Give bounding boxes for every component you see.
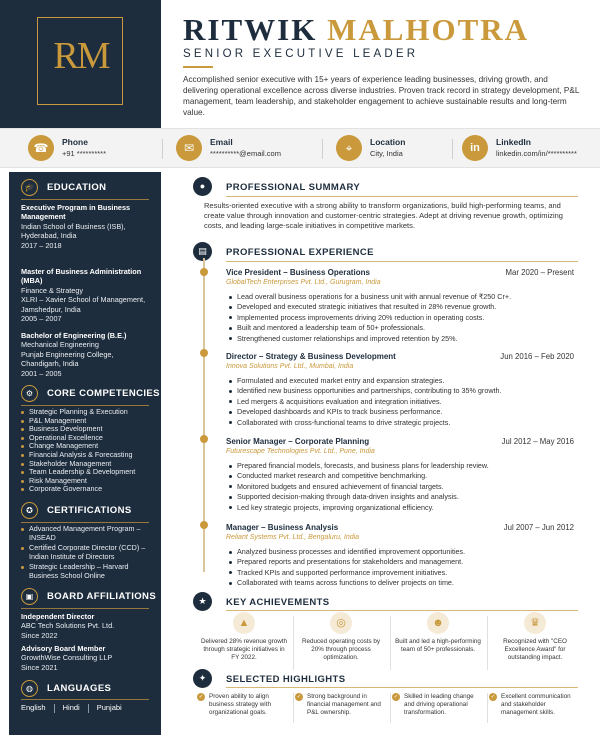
- job-company: Innova Solutions Pvt. Ltd., Mumbai, India: [226, 363, 354, 370]
- list-item: Risk Management: [21, 477, 156, 486]
- school: Punjab Engineering College, Chandigarh, India: [21, 349, 114, 369]
- team-icon: ☻: [427, 612, 449, 634]
- job-bullets: [226, 292, 576, 344]
- list-item: P&L Management: [21, 417, 156, 426]
- resume-header: [0, 0, 600, 128]
- list-item: Prepared financial models, forecasts, and business plans for leadership review.: [226, 461, 576, 471]
- contact-label: Phone: [62, 137, 88, 147]
- first-name: RITWIK: [183, 12, 318, 47]
- summary-heading: [193, 177, 578, 197]
- job-title: SENIOR EXECUTIVE LEADER: [183, 48, 419, 60]
- list-item: Certified Corporate Director (CCD) – Indian Institute of Directors: [21, 544, 156, 561]
- contact-email: [176, 135, 316, 163]
- language-item: Punjabi: [96, 703, 122, 712]
- job-bullets: [226, 547, 576, 589]
- achievement-divider: [390, 616, 391, 670]
- job-role: Senior Manager – Corporate Planning: [226, 437, 370, 446]
- job-company: Futurescape Technologies Pvt. Ltd., Pune, India: [226, 448, 375, 455]
- job-bullets: [226, 376, 576, 428]
- list-item: Analyzed business processes and identified improvement opportunities.: [226, 547, 576, 557]
- contact-bar: [0, 128, 600, 168]
- field: Finance & Strategy: [21, 285, 84, 295]
- phone-icon: ☎: [28, 135, 54, 161]
- list-item: Supported decision-making through data-driven insights and analysis.: [226, 492, 576, 502]
- job-company: GlobalTech Enterprises Pvt. Ltd., Gurugram, India: [226, 279, 381, 286]
- list-item: Strengthened customer relationships and improved retention by 25%.: [226, 334, 576, 344]
- field: Mechanical Engineering: [21, 340, 99, 350]
- certificate-icon: ✪: [21, 502, 38, 519]
- language-item: English: [21, 703, 46, 712]
- list-item: Strategic Planning & Execution: [21, 408, 156, 417]
- section-title: CERTIFICATIONS: [47, 505, 132, 516]
- list-item: Change Management: [21, 442, 156, 451]
- section-title: EDUCATION: [47, 182, 107, 193]
- section-divider: [21, 699, 149, 700]
- timeline-dot: [200, 349, 208, 357]
- highlight-item: [197, 693, 289, 718]
- person-icon: ●: [193, 177, 212, 196]
- achievement-text: Recognized with "CEO Excellence Award" for outstanding impact.: [503, 638, 567, 662]
- contact-value: City, India: [370, 149, 403, 158]
- list-item: Operational Excellence: [21, 434, 156, 443]
- section-title: KEY ACHIEVEMENTS: [226, 597, 330, 608]
- check-icon: ✓: [393, 694, 399, 700]
- achievement-divider: [293, 616, 294, 670]
- job-role: Manager – Business Analysis: [226, 523, 339, 532]
- job-dates: Mar 2020 – Present: [505, 268, 574, 277]
- education-item: [21, 267, 153, 323]
- achievement-text: Reduced operating costs by 20% through process optimization.: [301, 638, 381, 662]
- language-divider: [88, 704, 89, 713]
- graduation-cap-icon: 🎓: [21, 179, 38, 196]
- briefcase-icon: ▤: [193, 242, 212, 261]
- affiliation-item: [21, 612, 153, 640]
- timeline-dot: [200, 435, 208, 443]
- affiliation-role: Advisory Board Member: [21, 644, 106, 653]
- bulb-icon: ✦: [193, 669, 212, 688]
- affiliation-org: ABC Tech Solutions Pvt. Ltd.: [21, 621, 115, 631]
- languages-list: [21, 703, 151, 713]
- monogram-logo: [37, 17, 123, 105]
- job-role: Vice President – Business Operations: [226, 268, 370, 277]
- achievements-heading: [193, 592, 578, 612]
- contact-value: **********@email.com: [210, 149, 281, 158]
- check-icon: ✓: [490, 694, 496, 700]
- highlight-text: Proven ability to align business strategy with organizational goals.: [209, 693, 271, 717]
- list-item: Identified new business opportunities and partnerships, contributing to 35% growth.: [226, 386, 576, 396]
- monogram-text: RM: [53, 35, 109, 77]
- certifications-list: [21, 525, 156, 583]
- education-item: [21, 331, 153, 378]
- section-divider: [226, 261, 578, 262]
- list-item: Strategic Leadership – Harvard Business School Online: [21, 563, 156, 580]
- candidate-name: [183, 12, 529, 48]
- language-item: Hindi: [62, 703, 80, 712]
- section-divider: [226, 196, 578, 197]
- highlight-item: [392, 693, 484, 718]
- competencies-heading: [21, 385, 160, 403]
- contact-value: +91 **********: [62, 149, 106, 158]
- list-item: Financial Analysis & Forecasting: [21, 451, 156, 460]
- job-bullets: [226, 461, 576, 513]
- linkedin-icon: in: [462, 135, 488, 161]
- section-title: LANGUAGES: [47, 683, 112, 694]
- achievement-card: [199, 612, 289, 663]
- location-pin-icon: ⌖: [336, 135, 362, 161]
- list-item: Developed and executed strategic initiatives that resulted in 28% revenue growth.: [226, 302, 576, 312]
- highlight-text: Skilled in leading change and driving operational transformation.: [404, 693, 474, 717]
- affiliation-org: GrowthWise Consulting LLP: [21, 653, 113, 663]
- highlight-divider: [293, 693, 294, 723]
- achievement-divider: [487, 616, 488, 670]
- contact-divider: [162, 139, 163, 159]
- summary-text: Results-oriented executive with a strong ability to transform organizations, build high-performing teams, and create value through innovation and customer-centric strategies. Adept at driving revenue growth, optimizing costs, and leading large-scale initiatives in competitive markets.: [204, 201, 563, 230]
- achievement-card: [490, 612, 580, 663]
- language-divider: [54, 704, 55, 713]
- years: 2017 – 2018: [21, 240, 62, 250]
- competencies-list: [21, 408, 156, 494]
- highlight-divider: [487, 693, 488, 723]
- timeline-dot: [200, 268, 208, 276]
- list-item: Collaborated with cross-functional teams to drive strategic projects.: [226, 418, 576, 428]
- contact-value: linkedin.com/in/**********: [496, 149, 577, 158]
- contact-divider: [322, 139, 323, 159]
- section-title: CORE COMPETENCIES: [47, 388, 160, 399]
- intro-paragraph: Accomplished senior executive with 15+ years of experience leading businesses, driving growth, and delivering operational excellence across diverse industries. Proven track record in strategy development, P&L management, team leadership, and stakeholder engagement to achieve sustainable results and long-term value.: [183, 75, 580, 117]
- job-company: Reliant Systems Pvt. Ltd., Bengaluru, India: [226, 534, 360, 541]
- contact-location: [336, 135, 446, 163]
- years: 2001 – 2005: [21, 368, 62, 378]
- list-item: Built and mentored a leadership team of 50+ professionals.: [226, 323, 576, 333]
- section-divider: [21, 522, 149, 523]
- gear-icon: ⚙: [21, 385, 38, 402]
- briefcase-icon: ▣: [21, 588, 38, 605]
- list-item: Corporate Governance: [21, 485, 156, 494]
- last-name: MALHOTRA: [327, 12, 530, 47]
- section-title: BOARD AFFILIATIONS: [47, 591, 157, 602]
- list-item: Tracked KPIs and supported performance improvement initiatives.: [226, 568, 576, 578]
- section-divider: [21, 199, 149, 200]
- highlight-item: [489, 693, 581, 718]
- achievements-row: [193, 612, 578, 672]
- check-icon: ✓: [198, 694, 204, 700]
- list-item: Collaborated with teams across functions to deliver projects on time.: [226, 578, 576, 588]
- mail-icon: ✉: [176, 135, 202, 161]
- certifications-heading: [21, 502, 151, 520]
- contact-divider: [452, 139, 453, 159]
- list-item: Formulated and executed market entry and expansion strategies.: [226, 376, 576, 386]
- logo-panel: [0, 0, 161, 128]
- job-dates: Jul 2007 – Jun 2012: [503, 523, 574, 532]
- list-item: Led key strategic projects, improving organizational efficiency.: [226, 503, 576, 513]
- title-divider: [183, 66, 213, 68]
- years: 2005 – 2007: [21, 314, 62, 324]
- job-role: Director – Strategy & Business Development: [226, 352, 396, 361]
- list-item: Advanced Management Program – INSEAD: [21, 525, 156, 542]
- school: XLRI – Xavier School of Management, Jamshedpur, India: [21, 295, 146, 314]
- highlights-row: [193, 693, 578, 733]
- list-item: Led mergers & acquisitions evaluation and integration initiatives.: [226, 397, 576, 407]
- affiliation-since: Since 2022: [21, 630, 58, 640]
- degree: Master of Business Administration (MBA): [21, 267, 142, 286]
- achievement-card: [393, 612, 483, 654]
- list-item: Monitored budgets and ensured achievement of financial targets.: [226, 482, 576, 492]
- degree: Executive Program in Business Management: [21, 203, 131, 222]
- contact-label: LinkedIn: [496, 137, 531, 147]
- school: Indian School of Business (ISB), Hyderabad, India: [21, 221, 126, 241]
- check-icon: ✓: [296, 694, 302, 700]
- section-divider: [21, 608, 149, 609]
- education-item: [21, 203, 153, 250]
- growth-chart-icon: ▲: [233, 612, 255, 634]
- list-item: Team Leadership & Development: [21, 468, 156, 477]
- sidebar: [9, 172, 161, 735]
- list-item: Business Development: [21, 425, 156, 434]
- achievement-text: Delivered 28% revenue growth through strategic initiatives in FY 2022.: [200, 638, 288, 662]
- section-divider: [226, 610, 578, 611]
- achievement-text: Built and led a high-performing team of 50+ professionals.: [395, 638, 481, 654]
- contact-label: Email: [210, 137, 233, 147]
- contact-label: Location: [370, 137, 406, 147]
- affiliation-item: [21, 644, 153, 672]
- affiliation-role: Independent Director: [21, 612, 95, 621]
- timeline-dot: [200, 521, 208, 529]
- list-item: Lead overall business operations for a business unit with annual revenue of ₹250 Cr+.: [226, 292, 576, 302]
- affiliation-since: Since 2021: [21, 662, 58, 672]
- job-dates: Jun 2016 – Feb 2020: [500, 352, 574, 361]
- job-dates: Jul 2012 – May 2016: [501, 437, 574, 446]
- section-divider: [21, 405, 149, 406]
- trophy-icon: ♛: [524, 612, 546, 634]
- globe-icon: ◍: [21, 680, 38, 697]
- section-title: SELECTED HIGHLIGHTS: [226, 674, 346, 685]
- section-divider: [226, 687, 578, 688]
- highlight-text: Excellent communication and stakeholder management skills.: [501, 693, 571, 717]
- highlight-divider: [390, 693, 391, 723]
- experience-heading: [193, 242, 578, 262]
- degree: Bachelor of Engineering (B.E.): [21, 331, 127, 340]
- highlights-heading: [193, 669, 578, 689]
- list-item: Conducted market research and competitive benchmarking.: [226, 471, 576, 481]
- contact-linkedin: [462, 135, 592, 163]
- section-title: PROFESSIONAL EXPERIENCE: [226, 247, 374, 258]
- section-title: PROFESSIONAL SUMMARY: [226, 182, 361, 193]
- achievement-card: [296, 612, 386, 663]
- contact-phone: [28, 135, 158, 163]
- list-item: Implemented process improvements driving 20% reduction in operating costs.: [226, 313, 576, 323]
- highlight-item: [295, 693, 387, 718]
- target-icon: ◎: [330, 612, 352, 634]
- star-icon: ★: [193, 592, 212, 611]
- list-item: Stakeholder Management: [21, 460, 156, 469]
- languages-heading: [21, 680, 151, 698]
- list-item: Developed dashboards and KPIs to track business performance.: [226, 407, 576, 417]
- education-heading: [21, 179, 151, 197]
- list-item: Prepared reports and presentations for stakeholders and management.: [226, 557, 576, 567]
- affiliations-heading: [21, 588, 157, 606]
- highlight-text: Strong background in financial management and P&L ownership.: [307, 693, 381, 717]
